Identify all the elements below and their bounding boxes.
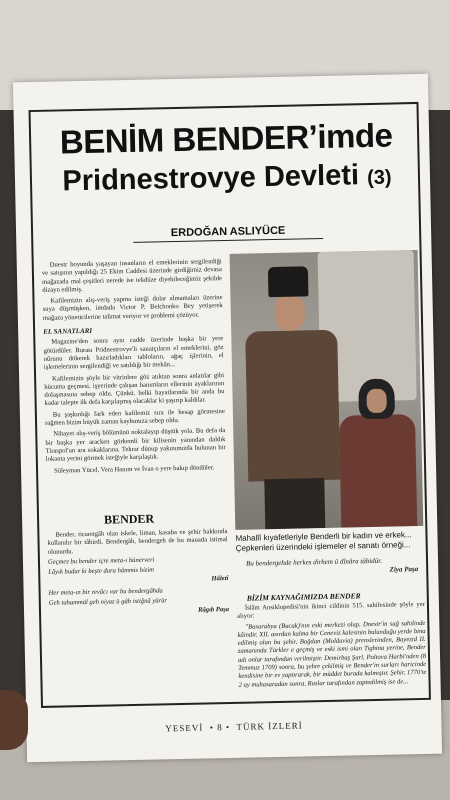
man-face — [274, 294, 305, 331]
woman-figure — [339, 414, 417, 528]
epigraph-quote — [246, 556, 418, 578]
page-footer: YESEVİ • 8 • TÜRK İZLERİ — [165, 720, 303, 734]
woman-face — [366, 389, 386, 413]
verse-line: Geh tahammül geh niyaz ü gâh istiğnâ yürür — [48, 597, 168, 607]
kaynak-section — [237, 601, 427, 692]
paragraph: Bu şaşkınlığı fark eden kafilemiz sıra ile hesap görmesine rağmen bizim büyük zaman kaybımıza sebep oldu. — [44, 407, 225, 427]
article-title: BENİM BENDER’imde — [59, 116, 393, 161]
page-number: 8 — [217, 722, 223, 733]
verse-line: Lâyık budur ki beşte dura hâmmis bizim — [48, 566, 155, 576]
photo-caption: Mahallî kıyafetleriyle Benderli bir kadın ve erkek... Çepkenleri üzerindeki işlemeler el sanatı örneği... — [235, 530, 412, 553]
man-hat — [268, 266, 309, 297]
article-subtitle — [32, 158, 423, 199]
paragraph: Kafilemizin şöyle bir vitrinlere göz atıktan sonra anlatılar gibi hücuma geçmesi, işyerinde çalışan hanımların ellerinin ayaklarının dolaşmasına sebep oldu. Çünkü, belki hayatlarında bir anda bu kadar talepte ilk defa karşılaşmış olacaklar ki şaşırıp kaldılar. — [44, 371, 225, 408]
part-number: (3) — [366, 166, 392, 190]
costume-photo — [230, 250, 424, 530]
section-subheading: EL SANATLARI — [43, 326, 93, 336]
paragraph: Kafilemizin alış-veriş yapma isteği dolar almamaları üzerine suya düşmüşken, imdada Victor P. Belchonko Bey yetişerek mağaza yöneticilerine talimat veriyor ve problemi çözüyor. — [42, 294, 223, 322]
quote-text: Bu bendergehde herkes dirhem ü dînâra tâbidür. — [245, 556, 383, 568]
magazine-page — [13, 74, 442, 763]
paragraph: Dnestr boyunda yaşayan insanların el emeklerinin sergilendiği ve satışının yapıldığı 25 Ekim Caddesi üzerinde girdiğimiz devasa mağazada mal çeşitleri nerede ise tekdüze diyebileceğimiz şekilde dizayn edilmiş. — [41, 258, 223, 294]
verse-line: Her meta-ın bir revâcı var bu bendergâhda — [48, 587, 163, 597]
section-name: TÜRK İZLERİ — [236, 720, 303, 732]
article-subtitle-text: Pridnestrovye Devleti — [62, 159, 360, 198]
quote-source: Ziya Paşa — [389, 565, 419, 574]
author-byline: ERDOĞAN ASLIYÜCE — [133, 224, 323, 243]
verse-source: Hâletî — [211, 575, 229, 583]
paragraph: Süleyman Yücel, Vera Hanım ve İvan o yere bakıp döndüler. — [53, 463, 215, 475]
magazine-name: YESEVİ — [165, 722, 204, 734]
section-heading-kaynak: BİZİM KAYNAĞIMIZDA BENDER — [246, 591, 361, 603]
bender-section — [47, 528, 229, 620]
section-heading-bender: BENDER — [103, 511, 155, 527]
verse-source: Râgıb Paşa — [197, 606, 230, 615]
man-figure — [245, 330, 340, 482]
verse-line: Geçmez bu bender içre meta-ı hünerveri — [47, 556, 155, 566]
paragraph: İslâm Ansiklopedisi'nin ikinci cildinin 515. sahifesinde şöyle yer alıyor: — [237, 600, 426, 621]
paragraph: Magazine'den sonra aynı cadde üzerinde başka bir yere götürdüler. Burası Pridnestrovye'li sanatçıların el emeklerini, göz nûrunu dökerek hazırladıkları tabloların, ağaç işlerinin, el işlemelerinin sergilendiği ve satıldığı bir mekân... — [43, 335, 224, 372]
paragraph: Nihayet alış-veriş bölümünü noktalayıp düştük yola. Bu defa da bir başka yer aracken görkemli bir kilisenin yanından daldık Tiraspol'un ara sokaklarına. Tekrar dünup yakınımızda bulunan bir lokanta yerini görmek isteğiyle karşılaştık. — [45, 427, 226, 464]
hand-shadow — [0, 690, 28, 750]
left-column — [42, 258, 227, 479]
man-legs — [264, 478, 325, 529]
paragraph: "Basarabya (Bucak)'nın eski merkezi olup, Dnestr'in sağ sahilinde kâindir. XII. asırdan kalma bir Ceneviz kalesinin bulunduğu yerde bina edilmiş olan bu şehir, Boğdan (Moldavia) prenslerinden, Bayezid II. zamanında Türkler e geçmiş ve eski ismi olan Tighina yerine, Bender adı onlar tarafından verilmiştir. Demirbaş Şarl, Poltova Harbi'nden (8 Temmuz 1709) sonra, bu şehre çekilmiş ve Bender'in surları haricinde kendisine bir ev yaptırarak, bir müddet burada kalmıştır. Şehir, 1770'te 2 ay muhasaradan sonra, Ruslar tarafından zaptedilmiş ise de... — [237, 619, 427, 689]
article-frame — [29, 102, 431, 708]
paragraph: Bender, ticaretgâh olan iskele, liman, kasaba ve şehir hakkında kullanılır bir tâbirdi. Bendergâh, bendergeh de bu manada istimal olunurdu. — [47, 528, 228, 556]
